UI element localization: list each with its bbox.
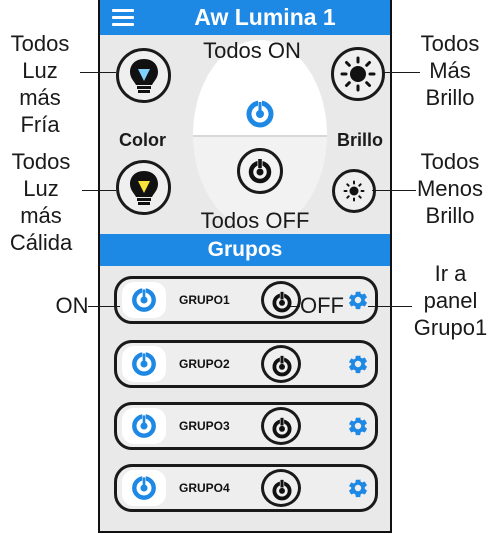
all-on-label: Todos ON	[203, 38, 301, 63]
group-row-2	[114, 340, 378, 388]
group-name: GRUPO3	[179, 419, 230, 433]
connector-line	[82, 190, 116, 191]
group-row-3	[114, 402, 378, 450]
group-name: GRUPO1	[179, 293, 230, 307]
group-off-button[interactable]	[261, 469, 301, 507]
annotation-off: OFF	[300, 293, 344, 318]
bulb-warm-icon	[128, 169, 160, 207]
gear-icon[interactable]	[347, 415, 369, 437]
annotation-line: Grupo1	[413, 315, 488, 340]
annotation-line: Más	[429, 58, 471, 83]
color-label: Color	[119, 130, 166, 150]
group-name: GRUPO4	[179, 481, 230, 495]
groups-header: Grupos	[100, 234, 390, 266]
group-name: GRUPO2	[179, 357, 230, 371]
sun-large-icon	[340, 56, 376, 92]
gear-icon[interactable]	[347, 353, 369, 375]
warm-light-button[interactable]	[116, 160, 171, 215]
connector-line	[80, 72, 116, 73]
annotation-line: Todos	[10, 31, 70, 56]
power-on-icon	[129, 349, 159, 379]
annotation-line: Menos	[416, 176, 484, 201]
annotation-line: Todos	[420, 31, 480, 56]
group-on-button[interactable]	[122, 282, 166, 318]
group-on-button[interactable]	[122, 346, 166, 382]
connector-line	[368, 306, 412, 307]
power-off-icon	[271, 416, 293, 440]
connector-line	[88, 306, 120, 307]
annotation-line: Brillo	[425, 85, 475, 110]
gear-icon[interactable]	[347, 477, 369, 499]
phone-screen	[98, 0, 392, 533]
power-on-icon	[129, 285, 159, 315]
power-on-icon	[129, 411, 159, 441]
connector-line	[382, 72, 420, 73]
annotation-line: Brillo	[425, 203, 475, 228]
annotation-cool-light	[0, 30, 80, 138]
annotation-line: Luz más	[19, 58, 61, 110]
app-bar	[100, 0, 390, 35]
group-row-4	[114, 464, 378, 512]
gear-icon[interactable]	[347, 289, 369, 311]
all-off-button[interactable]	[237, 148, 283, 194]
annotation-line: Todos	[11, 149, 71, 174]
cool-light-button[interactable]	[116, 48, 171, 103]
power-off-icon	[247, 157, 273, 185]
group-off-button[interactable]	[261, 281, 301, 319]
power-off-icon	[271, 354, 293, 378]
annotation-less-brightness	[412, 148, 488, 229]
less-brightness-button[interactable]	[332, 169, 376, 213]
power-off-icon	[271, 290, 293, 314]
power-on-icon	[243, 97, 277, 131]
app-title: Aw Lumina 1	[194, 4, 336, 30]
connector-line	[290, 306, 300, 307]
sun-small-icon	[343, 180, 365, 202]
brightness-label: Brillo	[337, 130, 384, 150]
power-off-icon	[271, 478, 293, 502]
power-on-icon	[129, 473, 159, 503]
annotation-line: panel	[423, 288, 478, 313]
annotation-on: ON	[55, 293, 89, 318]
annotation-line: Fría	[20, 112, 60, 137]
group-on-button[interactable]	[122, 470, 166, 506]
annotation-line: Luz más	[20, 176, 62, 228]
annotation-line: Todos	[420, 149, 480, 174]
annotation-line: Ir a	[434, 261, 467, 286]
group-on-button[interactable]	[122, 408, 166, 444]
annotation-warm-light	[0, 148, 82, 256]
all-power-control	[193, 40, 327, 230]
group-off-button[interactable]	[261, 345, 301, 383]
connector-line	[372, 190, 416, 191]
menu-icon[interactable]	[112, 9, 134, 26]
all-off-label: Todos OFF	[200, 208, 310, 233]
annotation-more-brightness	[412, 30, 488, 111]
annotation-group-panel	[412, 260, 489, 341]
all-on-button[interactable]	[243, 97, 277, 131]
group-off-button[interactable]	[261, 407, 301, 445]
annotation-line: Cálida	[9, 230, 73, 255]
more-brightness-button[interactable]	[331, 47, 385, 101]
bulb-cool-icon	[128, 57, 160, 95]
